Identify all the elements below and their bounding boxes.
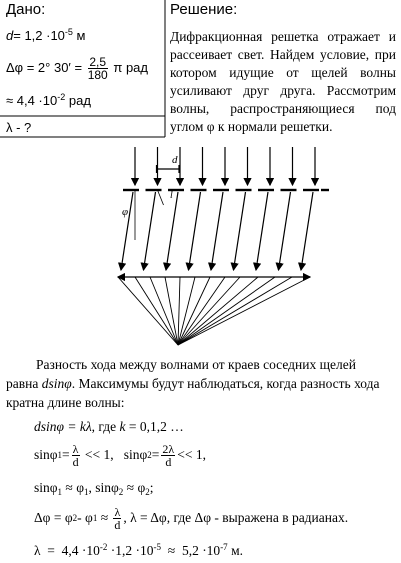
diffracted-ray bbox=[256, 192, 268, 270]
label-l: l bbox=[170, 190, 173, 201]
label-d: d bbox=[172, 154, 178, 166]
given-dphi: Δφ = 2° 30′ = $\frac{2,5}{180}$ π рад bbox=[6, 55, 148, 82]
given-approx: ≈ $4,4 \cdot 10^{-2}$ рад bbox=[6, 92, 91, 108]
grating-diagram bbox=[100, 145, 340, 350]
given-d: $d= 1,2 \cdot 10^{-5}$ м bbox=[6, 27, 86, 43]
given-title: Дано: bbox=[6, 1, 46, 18]
focus-ray bbox=[178, 277, 292, 345]
focus-ray bbox=[178, 277, 180, 345]
formula-4: Δφ = φ 2 - φ 1 ≈ $\frac{\lambda}{d}$ , λ = Δφ , где Δφ - выражена в радианах. bbox=[34, 504, 349, 532]
label-phi: φ bbox=[122, 206, 129, 218]
focus-ray bbox=[150, 277, 178, 345]
diffracted-ray bbox=[144, 192, 156, 270]
diffracted-ray bbox=[301, 192, 313, 270]
focus-ray bbox=[178, 277, 310, 345]
focus-ray bbox=[178, 277, 210, 345]
solution-paragraph: Дифракционная решетка отражает и рассеивает свет. Найдем условие, при котором идущие от щелей волны усиливают друг друга. Рассмотрим волны, распространяющиеся под углом φ к нормали решетки. bbox=[170, 29, 396, 134]
path-difference-text bbox=[6, 355, 398, 412]
line-3: кратна длине волны: bbox=[6, 395, 125, 410]
formula-5: $\lambda = 4,4 \cdot 10^{-2} \cdot 1,2 \cdot 10^{-5} \approx 5,2 \cdot 10^{-7}$ м. bbox=[34, 542, 243, 558]
diffracted-ray bbox=[166, 192, 178, 270]
focus-ray bbox=[118, 277, 178, 345]
solution-title: Решение: bbox=[170, 1, 238, 18]
formula-1: dsinφ = kλ, где k = 0,1,2 … bbox=[34, 419, 184, 434]
given-find: λ - ? bbox=[6, 120, 32, 135]
line-2: равна dsinφ. Максимумы будут наблюдаться, когда разность хода bbox=[6, 376, 380, 391]
formula-3: $\sin\varphi_1 \approx \varphi_1$, $\sin\varphi_2 \approx \varphi_2$; bbox=[34, 480, 154, 497]
diffracted-ray bbox=[121, 192, 133, 270]
diffracted-ray bbox=[234, 192, 246, 270]
path-diff-mark bbox=[158, 190, 164, 205]
focus-ray bbox=[178, 277, 240, 345]
formula-2: sinφ 1 = $\frac{\lambda}{d}$ << 1, sinφ 2 = $\frac{2\lambda}{d}$ << 1, bbox=[34, 441, 206, 469]
diffracted-ray bbox=[279, 192, 291, 270]
line-1: Разность хода между волнами от краев соседних щелей bbox=[36, 357, 356, 372]
diffracted-ray bbox=[189, 192, 201, 270]
diffracted-ray bbox=[211, 192, 223, 270]
